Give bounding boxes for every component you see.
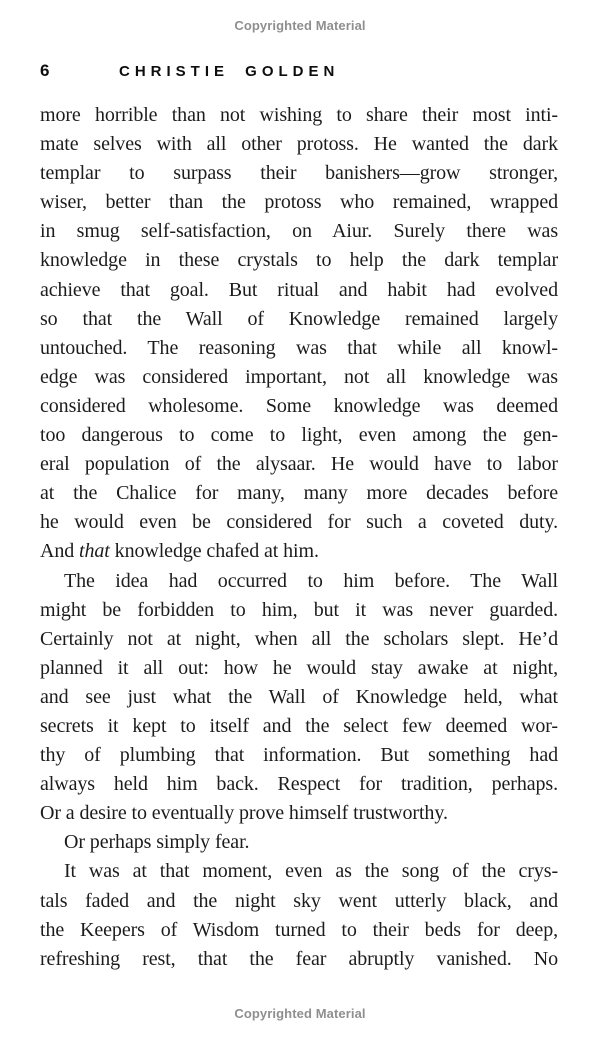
text-segment: planned it all out: how he would stay awake at night, [40, 656, 558, 679]
running-header-title: CHRISTIE GOLDEN [119, 63, 340, 80]
text-segment: in smug self-satisfaction, on Aiur. Surely there was [40, 220, 558, 243]
text-line [40, 857, 558, 886]
text-segment: Or a desire to eventually prove himself trustworthy. [40, 802, 448, 825]
text-line [40, 305, 558, 334]
text-line [40, 421, 558, 450]
text-segment: untouched. The reasoning was that while all knowl- [40, 336, 558, 359]
text-line [40, 392, 558, 421]
text-line [40, 276, 558, 305]
text-segment: always held him back. Respect for tradition, perhaps. [40, 773, 558, 796]
text-line [40, 828, 558, 857]
text-line [40, 450, 558, 479]
text-line [40, 712, 558, 741]
text-segment: edge was considered important, not all knowledge was [40, 365, 558, 388]
text-segment: secrets it kept to itself and the select few deemed wor- [40, 714, 558, 737]
text-line [40, 246, 558, 275]
text-segment: so that the Wall of Knowledge remained largely [40, 307, 558, 330]
text-segment: refreshing rest, that the fear abruptly vanished. No [40, 947, 558, 970]
text-line [40, 130, 558, 159]
text-segment: more horrible than not wishing to share their most inti- [40, 104, 558, 126]
text-segment: and see just what the Wall of Knowledge held, what [40, 685, 558, 708]
text-line [40, 799, 558, 828]
text-segment: knowledge chafed at him. [109, 540, 319, 563]
text-line [40, 101, 558, 130]
italic-text-segment: that [79, 540, 110, 563]
text-segment: considered wholesome. Some knowledge was deemed [40, 394, 558, 417]
text-segment: eral population of the alysaar. He would have to labor [40, 453, 558, 476]
text-line [40, 188, 558, 217]
text-line [40, 683, 558, 712]
text-line [40, 537, 558, 566]
text-segment: might be forbidden to him, but it was never guarded. [40, 598, 558, 621]
text-segment: the Keepers of Wisdom turned to their beds for deep, [40, 918, 558, 941]
text-line [40, 567, 558, 596]
text-line [40, 741, 558, 770]
text-segment: wiser, better than the protoss who remained, wrapped [40, 191, 558, 214]
text-segment: tals faded and the night sky went utterly black, and [40, 889, 558, 912]
text-line [40, 363, 558, 392]
text-line [40, 596, 558, 625]
text-segment: It was at that moment, even as the song of the crys- [64, 860, 558, 883]
text-line [40, 479, 558, 508]
body-text [40, 101, 558, 974]
text-line [40, 334, 558, 363]
copyright-notice-bottom: Copyrighted Material [234, 1006, 366, 1021]
text-segment: too dangerous to come to light, even among the gen- [40, 424, 558, 447]
text-line [40, 217, 558, 246]
text-segment: thy of plumbing that information. But something had [40, 744, 558, 767]
text-segment: And [40, 540, 80, 563]
text-line [40, 625, 558, 654]
text-line [40, 945, 558, 974]
text-line [40, 508, 558, 537]
text-segment: achieve that goal. But ritual and habit had evolved [40, 278, 558, 301]
text-line [40, 654, 558, 683]
page-number: 6 [40, 61, 50, 80]
text-segment: mate selves with all other protoss. He wanted the dark [40, 133, 558, 156]
text-segment: he would even be considered for such a coveted duty. [40, 511, 558, 534]
text-segment: templar to surpass their banishers—grow stronger, [40, 162, 558, 185]
text-segment: at the Chalice for many, many more decades before [40, 482, 558, 505]
text-segment: The idea had occurred to him before. The Wall [64, 569, 558, 592]
text-segment: Certainly not at night, when all the scholars slept. He’d [40, 627, 558, 650]
copyright-notice-top: Copyrighted Material [234, 18, 366, 33]
text-line [40, 887, 558, 916]
text-segment: knowledge in these crystals to help the dark templar [40, 249, 558, 272]
text-line [40, 916, 558, 945]
text-line [40, 770, 558, 799]
text-segment: Or perhaps simply fear. [64, 831, 250, 854]
text-line [40, 159, 558, 188]
